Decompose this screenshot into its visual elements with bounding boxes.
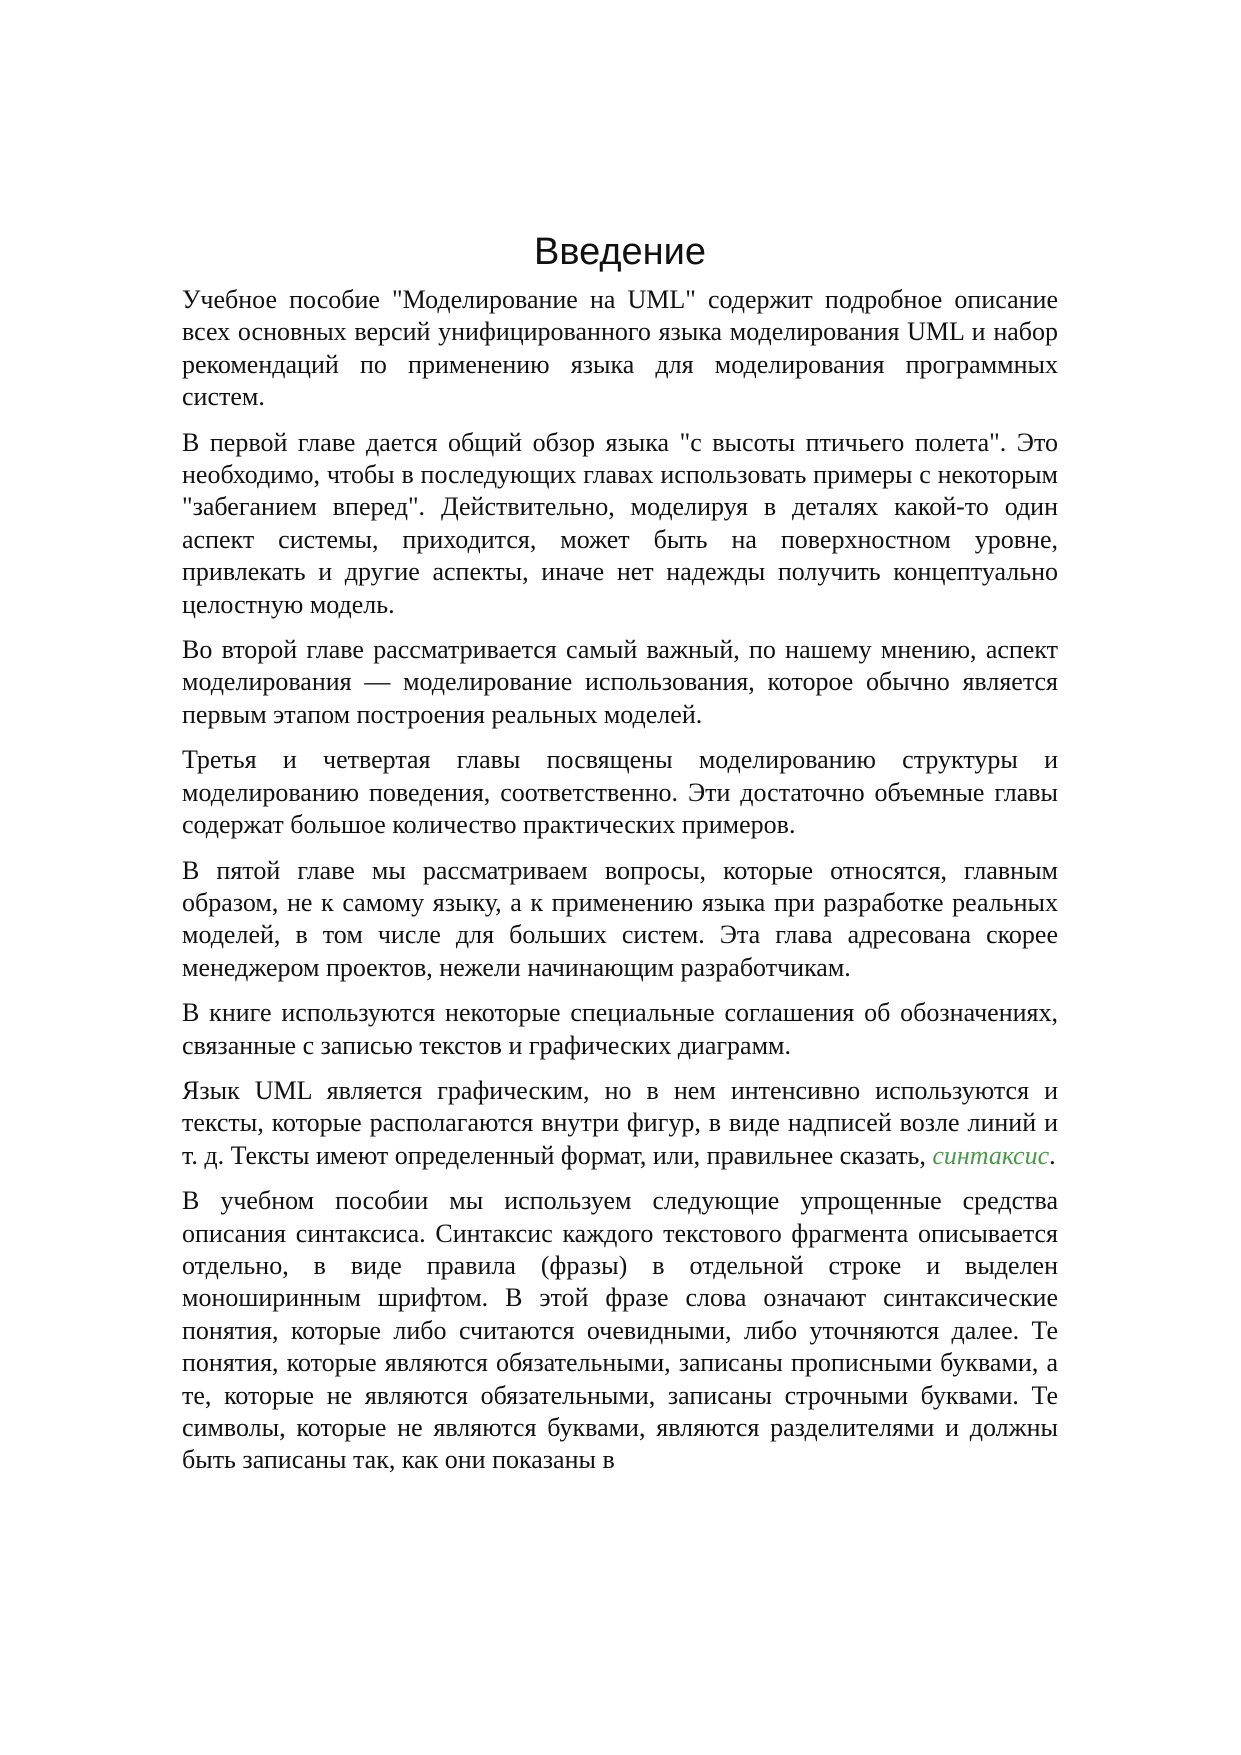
- page-title: Введение: [533, 231, 707, 273]
- paragraph-chapter-5: В пятой главе мы рассматриваем вопросы, которые относятся, главным образом, не к самому языку, а к применению языка при разработке реальных моделей, в том числе для больших систем. Эта глава адресована скорее менеджером проектов, нежели начинающим разработчикам.: [182, 855, 1058, 982]
- paragraph-chapter-1: В первой главе дается общий обзор языка "с высоты птичьего полета". Это необходимо, чтобы в последующих главах использовать примеры с некоторым "забеганием вперед". Действительно, моделируя в деталях какой-то один аспект системы, приходится, может быть на поверхностном уровне, привлекать и другие аспекты, иначе нет надежды получить концептуально целостную модель.: [182, 427, 1058, 619]
- paragraph-syntax-description: В учебном пособии мы используем следующие упрощенные средства описания синтаксиса. Синтаксис каждого текстового фрагмента описывается отдельно, в виде правила (фразы) в отдельной строке и выделен моноширинным шрифтом. В этой фразе слова означают синтаксические понятия, которые либо считаются очевидными, либо уточняются далее. Те понятия, которые являются обязательными, записаны прописными буквами, а те, которые не являются обязательными, записаны строчными буквами. Те символы, которые не являются буквами, являются разделителями и должны быть записаны так, как они показаны в: [182, 1186, 1058, 1475]
- document-page: [182, 230, 1058, 1490]
- paragraph-conventions: В книге используются некоторые специальные соглашения об обозначениях, связанные с записью текстов и графических диаграмм.: [182, 998, 1058, 1060]
- paragraph-chapter-3-4: Третья и четвертая главы посвящены моделированию структуры и моделированию поведения, соответственно. Эти достаточно объемные главы содержат большое количество практических примеров.: [182, 745, 1058, 840]
- paragraph-syntax-text: Язык UML является графическим, но в нем интенсивно используются и тексты, которые располагаются внутри фигур, в виде надписей возле линий и т. д. Тексты имеют определенный формат, или, правильнее сказать,: [182, 1075, 1058, 1170]
- paragraph-intro: Учебное пособие "Моделирование на UML" содержит подробное описание всех основных версий унифицированного языка моделирования UML и набор рекомендаций по применению языка для моделирования программных систем.: [182, 285, 1058, 412]
- paragraph-syntax-end: .: [1049, 1140, 1056, 1170]
- paragraph-chapter-2: Во второй главе рассматривается самый важный, по нашему мнению, аспект моделирования — моделирование использования, которое обычно является первым этапом построения реальных моделей.: [182, 635, 1058, 729]
- term-syntax-link[interactable]: синтаксис: [932, 1140, 1050, 1170]
- paragraph-syntax: [182, 1075, 1058, 1172]
